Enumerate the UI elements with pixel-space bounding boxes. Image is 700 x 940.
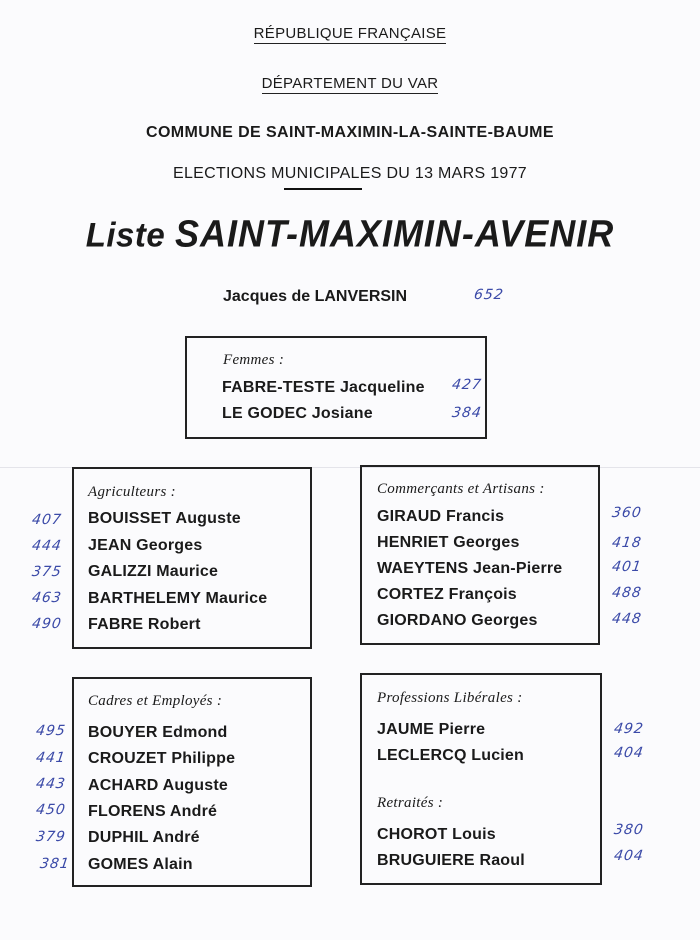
candidate-votes: 384 — [450, 405, 483, 421]
candidate-votes: 407 — [30, 512, 63, 528]
list-prefix: Liste — [85, 215, 166, 254]
candidate-votes: 448 — [610, 611, 643, 627]
candidate-votes: 401 — [610, 559, 643, 575]
candidate-votes: 490 — [30, 616, 63, 632]
candidate-name: LE GODEC Josiane — [222, 405, 373, 422]
candidate-votes: 381 — [38, 856, 71, 872]
head-candidate-name: Jacques de LANVERSIN — [223, 288, 408, 305]
candidate-votes: 495 — [34, 723, 67, 739]
candidate-name: HENRIET Georges — [377, 534, 520, 551]
election-date — [0, 165, 700, 183]
candidate-votes: 492 — [612, 721, 645, 737]
candidate-name: ACHARD Auguste — [88, 777, 228, 794]
elections-date-text: DU 13 MARS 1977 — [381, 165, 528, 182]
candidate-name: CROUZET Philippe — [88, 750, 236, 767]
candidate-votes: 463 — [30, 590, 63, 606]
head-candidate-votes: 652 — [472, 287, 505, 303]
departement-heading — [0, 75, 700, 92]
candidate-votes: 488 — [610, 585, 643, 601]
list-name: SAINT-MAXIMIN-AVENIR — [174, 211, 615, 255]
candidate-name: CHOROT Louis — [377, 826, 496, 843]
candidate-name: FABRE Robert — [88, 616, 201, 633]
candidate-name: GIORDANO Georges — [377, 612, 538, 629]
candidate-votes: 450 — [34, 802, 67, 818]
candidate-name: GIRAUD Francis — [377, 508, 505, 525]
elections-label: ELECTIONS MUNICIPALES — [172, 165, 382, 182]
candidate-name: DUPHIL André — [88, 829, 200, 846]
candidate-name: BRUGUIERE Raoul — [377, 852, 525, 869]
liberales-label: Professions Libérales : — [377, 690, 523, 706]
commune-title: COMMUNE DE SAINT-MAXIMIN-LA-SAINTE-BAUME — [146, 124, 554, 141]
candidate-votes: 443 — [34, 776, 67, 792]
candidate-name: BOUISSET Auguste — [88, 510, 241, 527]
departement-text: DÉPARTEMENT DU VAR — [261, 75, 439, 92]
candidate-name: JEAN Georges — [88, 537, 203, 554]
candidate-name: FABRE-TESTE Jacqueline — [222, 379, 425, 396]
candidate-votes: 441 — [34, 750, 67, 766]
candidate-votes: 375 — [30, 564, 63, 580]
republique-heading — [0, 25, 700, 42]
candidate-name: CORTEZ François — [377, 586, 517, 603]
candidate-votes: 404 — [612, 848, 645, 864]
candidate-name: JAUME Pierre — [377, 721, 486, 738]
retraites-label: Retraités : — [377, 795, 444, 811]
commercants-label: Commerçants et Artisans : — [377, 481, 545, 497]
elections-underline — [284, 188, 362, 190]
candidate-name: WAEYTENS Jean-Pierre — [377, 560, 563, 577]
candidate-votes: 427 — [450, 377, 483, 393]
candidate-name: GALIZZI Maurice — [88, 563, 219, 580]
agriculteurs-label: Agriculteurs : — [88, 484, 176, 500]
cadres-label: Cadres et Employés : — [88, 693, 223, 709]
candidate-name: BARTHELEMY Maurice — [88, 590, 268, 607]
candidate-votes: 404 — [612, 745, 645, 761]
candidate-votes: 444 — [30, 538, 63, 554]
candidate-name: GOMES Alain — [88, 856, 193, 873]
candidate-votes: 418 — [610, 535, 643, 551]
femmes-label: Femmes : — [223, 352, 285, 368]
candidate-name: FLORENS André — [88, 803, 218, 820]
republique-text: RÉPUBLIQUE FRANÇAISE — [253, 25, 447, 42]
list-title — [0, 212, 700, 256]
candidate-votes: 380 — [612, 822, 645, 838]
candidate-name: LECLERCQ Lucien — [377, 747, 525, 764]
candidate-name: BOUYER Edmond — [88, 724, 228, 741]
candidate-votes: 360 — [610, 505, 643, 521]
candidate-votes: 379 — [34, 829, 67, 845]
